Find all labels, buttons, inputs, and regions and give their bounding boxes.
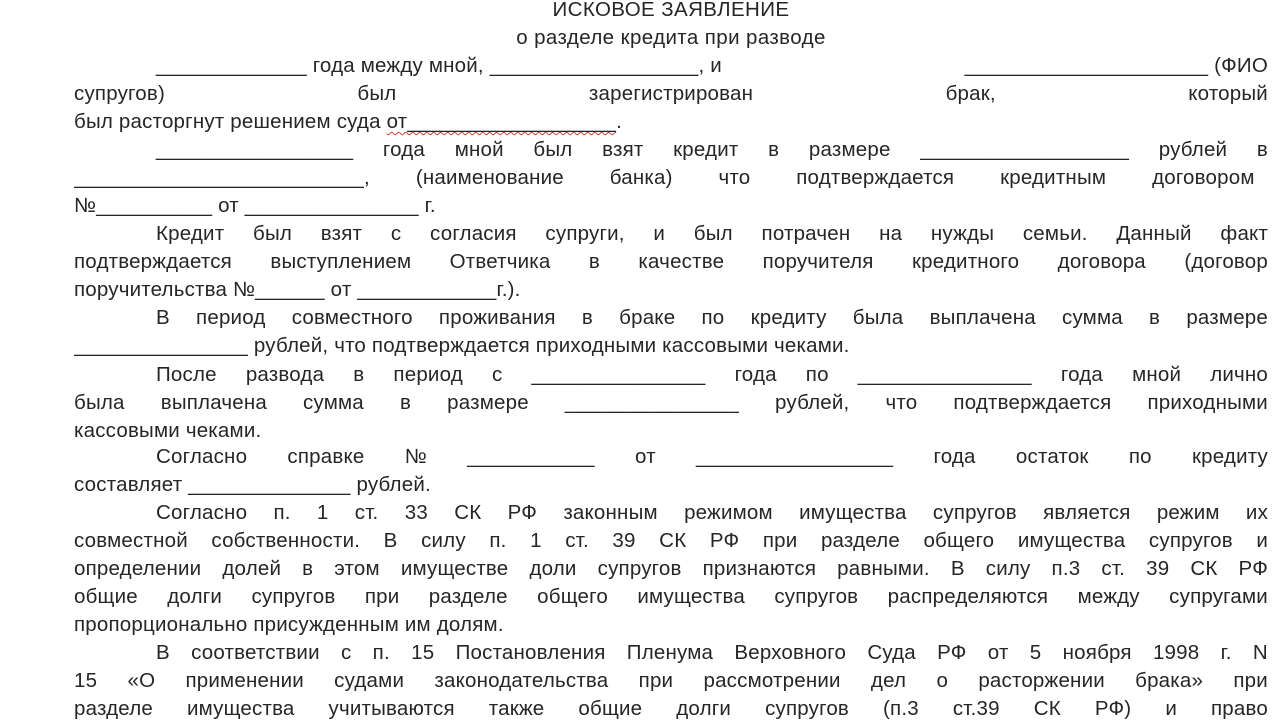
para3-line2: подтверждается выступлением Ответчика в качестве поручителя кредитного договора (договор — [74, 250, 1268, 273]
para1-line3-end: . — [616, 110, 623, 133]
para1-line3-text: был расторгнут решением суда — [74, 110, 387, 133]
para1-line2 — [74, 80, 1268, 107]
document-subtitle: о разделе кредита при разводе — [516, 26, 826, 49]
para5-line3: кассовыми чеками. — [74, 419, 262, 442]
para1-line1 — [74, 52, 1268, 79]
para8-line1: В соответствии с п. 15 Постановления Пленума Верховного Суда РФ от 5 ноября 1998 г. N — [156, 641, 1268, 664]
para7-line4: общие долги супругов при разделе общего имущества супругов распределяются между супругами — [74, 585, 1268, 608]
para1-line1-part: _____________ года между мной, __________________, и — [156, 54, 722, 77]
document-title: ИСКОВОЕ ЗАЯВЛЕНИЕ — [552, 0, 790, 21]
document-page — [74, 0, 1268, 720]
para1-line3 — [74, 108, 1268, 135]
para4-line1: В период совместного проживания в браке по кредиту была выплачена сумма в размере — [156, 306, 1268, 329]
para7-line5: пропорционально присужденным им долям. — [74, 613, 504, 636]
para1-word: был — [357, 82, 397, 105]
para2-line3: №__________ от _______________ г. — [74, 194, 436, 217]
para7-line2: совместной собственности. В силу п. 1 ст. 39 СК РФ при разделе общего имущества супругов и — [74, 529, 1268, 552]
para3-line3: поручительства №______ от ____________г.). — [74, 278, 521, 301]
para7-line1: Согласно п. 1 ст. 33 СК РФ законным режимом имущества супругов является режим их — [156, 501, 1268, 524]
para1-word: зарегистрирован — [588, 82, 754, 105]
para4-line2: _______________ рублей, что подтверждается приходными кассовыми чеками. — [74, 334, 850, 357]
spellcheck-underlined-text: от__________________ — [386, 110, 617, 133]
para8-line2: 15 «О применении судами законодательства при рассмотрении дел о расторжении брака» при — [74, 669, 1268, 692]
para2-line1: _________________ года мной был взят кредит в размере __________________ рублей в — [156, 138, 1268, 161]
para1-word: который — [1188, 82, 1268, 105]
para7-line3: определении долей в этом имуществе доли супругов признаются равными. В силу п.3 ст. 39 СК РФ — [74, 557, 1268, 580]
para5-line2: была выплачена сумма в размере _______________ рублей, что подтверждается приходными — [74, 391, 1268, 414]
para1-line1-part: _____________________ (ФИО — [964, 54, 1268, 77]
para2-line2: _________________________, (наименование банка) что подтверждается кредитным договором — [74, 166, 1255, 189]
para6-line2: составляет ______________ рублей. — [74, 473, 431, 496]
para3-line1: Кредит был взят с согласия супруги, и был потрачен на нужды семьи. Данный факт — [156, 222, 1268, 245]
para8-line3: разделе имущества учитываются также общие долги супругов (п.3 ст.39 СК РФ) и право — [74, 697, 1268, 720]
para5-line1: После развода в период с _______________ года по _______________ года мной лично — [156, 363, 1268, 386]
para1-word: супругов) — [74, 82, 165, 105]
para6-line1: Согласно справке № ___________ от _________________ года остаток по кредиту — [156, 445, 1268, 468]
para1-word: брак, — [945, 82, 996, 105]
